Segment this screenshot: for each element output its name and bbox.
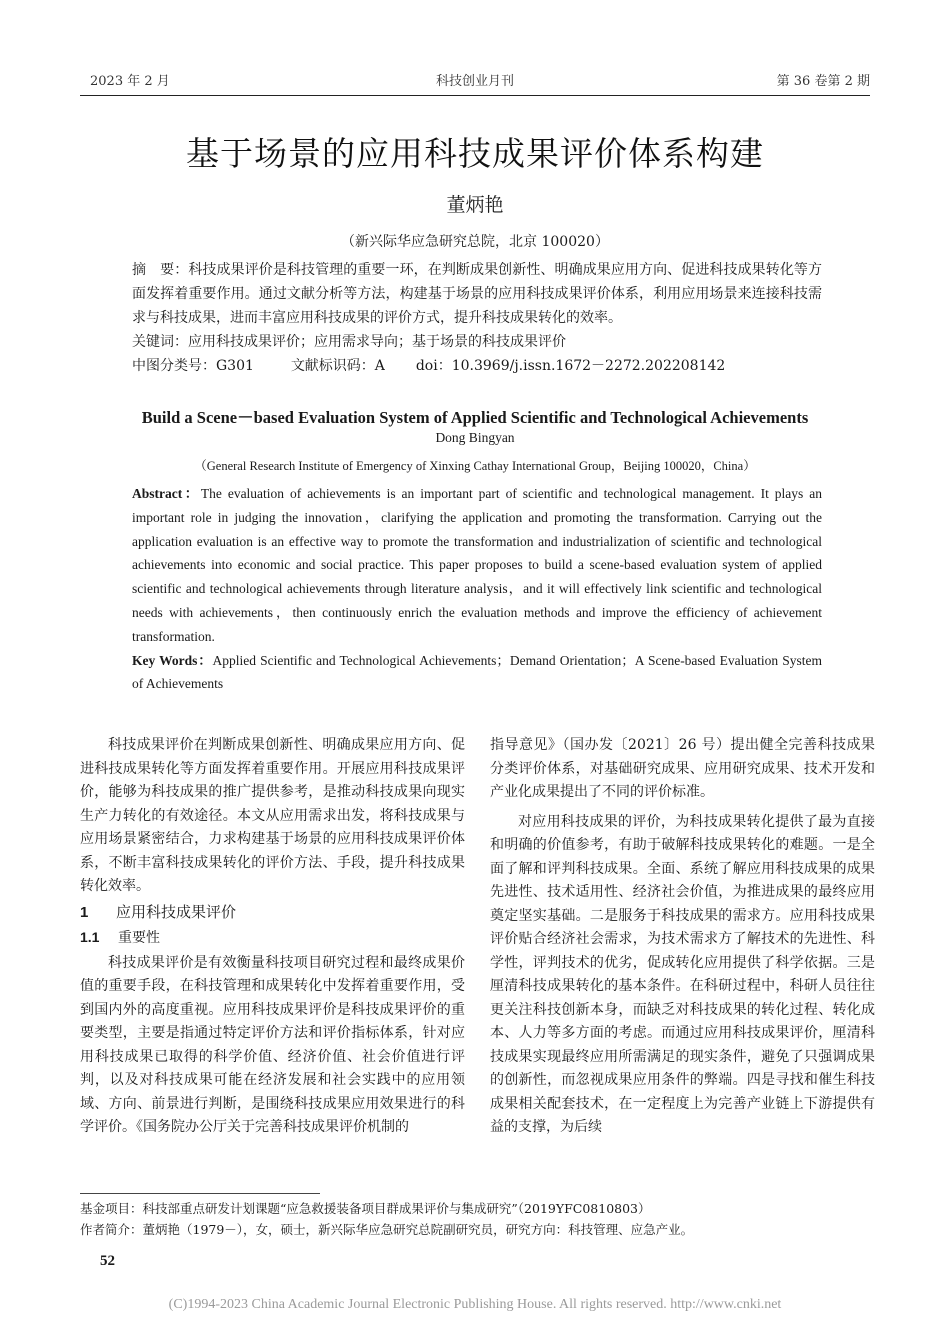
classification-line <box>132 354 822 378</box>
clc-code: 中图分类号：G301 <box>132 358 254 374</box>
abstract-en <box>132 482 822 696</box>
footnote-bio: 作者简介：董炳艳（1979－），女，硕士，新兴际华应急研究总院副研究员，研究方向：科技管理、应急产业。 <box>80 1222 694 1237</box>
author-affiliation: （新兴际华应急研究总院，北京 100020） <box>341 234 609 250</box>
english-title: Build a Scene－based Evaluation System of Applied Scientific and Technological Achievements <box>141 408 809 427</box>
doc-code: 文献标识码：A <box>290 358 385 374</box>
abstract-en-label: Abstract： <box>132 486 201 501</box>
keywords-cn-label: 关键词： <box>132 334 188 350</box>
header-rule <box>80 95 870 96</box>
section-1-1-heading <box>80 926 465 951</box>
footnote-fund: 基金项目：科技部重点研发计划课题“应急救援装备项目群成果评价与集成研究”（2019YFC0810803） <box>80 1201 651 1216</box>
body-paragraph-1-continued: 指导意见》（国办发〔2021〕26 号）提出健全完善科技成果分类评价体系，对基础研究成果、应用研究成果、技术开发和产业化成果提出了不同的评价标准。 <box>490 737 875 800</box>
section-1-number: 1 <box>80 903 89 921</box>
paper-title: 基于场景的应用科技成果评价体系构建 <box>186 134 764 173</box>
page-number: 52 <box>100 1253 115 1269</box>
abstract-cn-label: 摘 要： <box>132 262 189 278</box>
body-paragraph-2: 对应用科技成果的评价，为科技成果转化提供了最为直接和明确的价值参考，有助于破解科技成果转化的难题。一是全面了解和评判科技成果。全面、系统了解应用科技成果的成果先进性、技术适用性、经济社会价值，为推进成果的最终应用奠定坚实基础。二是服务于科技成果的需求方。应用科技成果评价贴合经济社会需求，为技术需求方了解技术的先进性、科学性，评判技术的优劣，促成转化应用提供了科学依据。三是厘清科技成果转化的基本条件。在科研过程中，科研人员往往更关注科技创新本身，而缺乏对科技成果的转化过程、转化成本、人力等多方面的考虑。而通过应用科技成果评价，厘清科技成果实现最终应用所需满足的现实条件，避免了只强调成果的创新性，而忽视成果应用条件的弊端。四是寻找和催生科技成果相关配套技术，在一定程度上为完善产业链上下游提供有益的支撑，为后续 <box>490 813 875 1135</box>
keywords-en-label: Key Words： <box>132 652 213 668</box>
section-1-1-title: 重要性 <box>118 930 160 946</box>
keywords-cn-text: 应用科技成果评价；应用需求导向；基于场景的科技成果评价 <box>188 334 566 350</box>
running-header <box>80 70 870 92</box>
section-1-1-number: 1.1 <box>80 929 100 945</box>
abstract-cn <box>132 258 822 378</box>
section-1-title: 应用科技成果评价 <box>116 902 237 921</box>
cnki-watermark: (C)1994-2023 China Academic Journal Electronic Publishing House. All rights reserved. http://www.cnki.net <box>168 1297 782 1312</box>
section-1-heading <box>80 901 465 925</box>
abstract-cn-text: 科技成果评价是科技管理的重要一环，在判断成果创新性、明确成果应用方向、促进科技成果转化等方面发挥着重要作用。通过文献分析等方法，构建基于场景的应用科技成果评价体系，利用应用场景来连接科技需求与科技成果，进而丰富应用科技成果的评价方式，提升科技成果转化的效率。 <box>132 262 823 326</box>
intro-paragraph: 科技成果评价在判断成果创新性、明确成果应用方向、促进科技成果转化等方面发挥着重要作用。开展应用科技成果评价，能够为科技成果的推广提供参考，是推动科技成果向现实生产力转化的有效途径。本文从应用需求出发，将科技成果与应用场景紧密结合，力求构建基于场景的应用科技成果评价体系，不断丰富科技成果转化的评价方法、手段，提升科技成果转化效率。 <box>80 737 465 894</box>
keywords-en-text: Applied Scientific and Technological Achievements；Demand Orientation；A Scene-based Evaluation System of Achievements <box>132 652 822 692</box>
english-author: Dong Bingyan <box>435 430 515 445</box>
header-journal: 科技创业月刊 <box>435 74 514 89</box>
doi: doi：10.3969/j.issn.1672－2272.202208142 <box>415 358 726 374</box>
abstract-en-text: The evaluation of achievements is an important part of scientific and technological management. It plays an important role in judging the innovation，clarifying the application and promoting the transformation. Carrying out the application evaluation is an effective way to promote the transformation and industrialization of scientific and technological achievements into economic and social practice. This paper proposes to build a scene-based evaluation system of applied scientific and technological achievements through literature analysis，and it will effectively link scientific and technological needs with achievements，then continuously enrich the evaluation methods and improve the efficiency of achievement transformation. <box>132 486 822 644</box>
header-date: 2023 年 2 月 <box>90 74 170 89</box>
body-right-column <box>490 734 875 1140</box>
author-name: 董炳艳 <box>446 194 504 216</box>
body-left-column <box>80 734 465 1140</box>
english-affiliation: （General Research Institute of Emergency of Xinxing Cathay International Group，Beijing 100020，China） <box>194 459 756 473</box>
body-paragraph-1: 科技成果评价是有效衡量科技项目研究过程和最终成果价值的重要手段，在科技管理和成果转化中发挥着重要作用，受到国内外的高度重视。应用科技成果评价是科技成果评价的重要类型，主要是指通过特定评价方法和评价指标体系，针对应用科技成果已取得的科学价值、经济价值、社会价值进行评判，以及对科技成果可能在经济发展和社会实践中的应用领域、方向、前景进行判断，是围绕科技成果应用效果进行的科学评价。《国务院办公厅关于完善科技成果评价机制的 <box>80 954 465 1135</box>
footnote-rule <box>80 1193 320 1194</box>
header-issue: 第 36 卷第 2 期 <box>776 74 870 89</box>
